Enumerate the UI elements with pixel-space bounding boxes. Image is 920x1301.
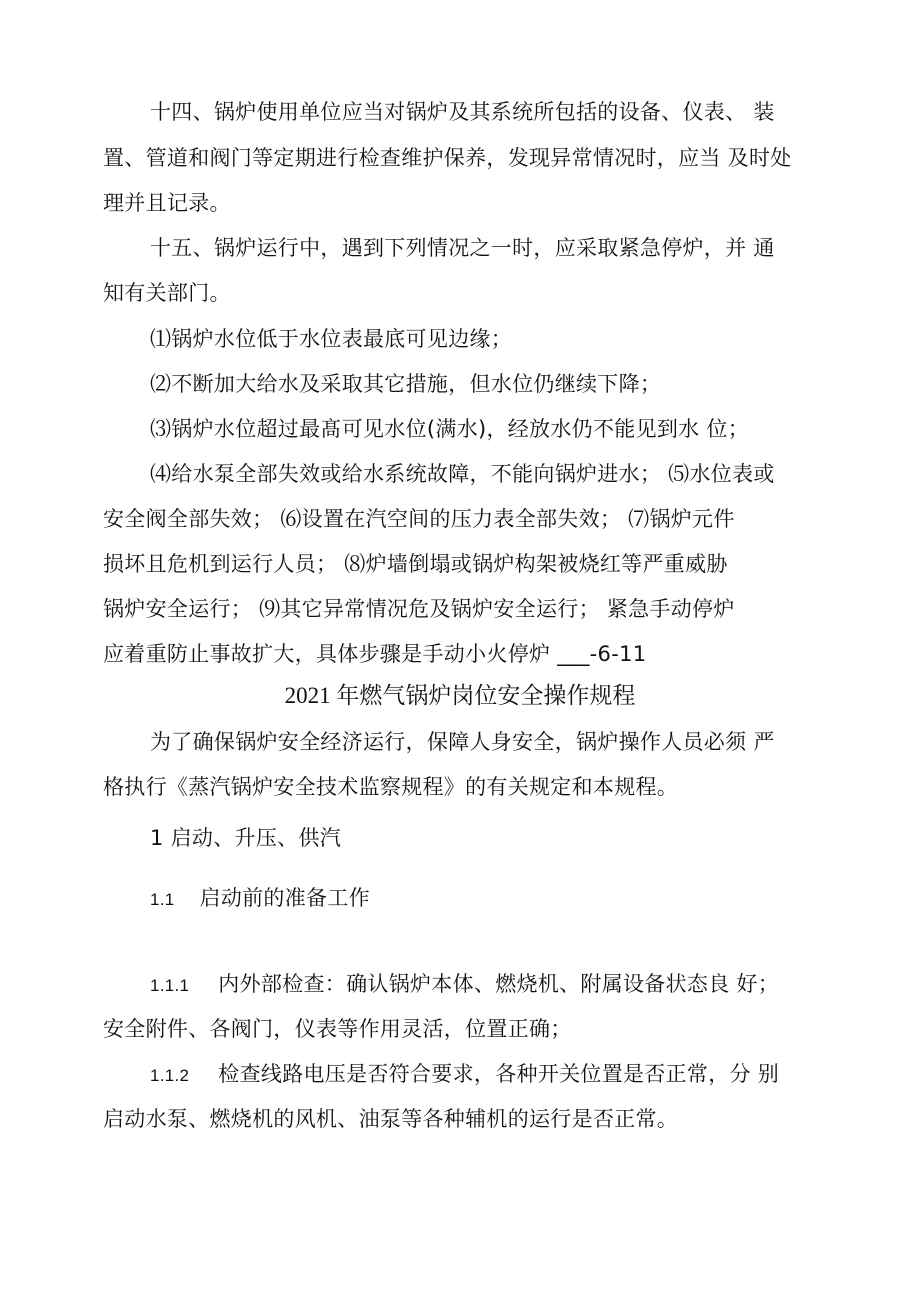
list-item-4-line-5: 应着重防止事故扩大，具体步骤是手动小火停炉 ___-6-11 [103,642,647,666]
item-number: 1.1.1 [150,976,190,995]
list-item-4-line-4: 锅炉安全运行； ⑼其它异常情况危及锅炉安全运行； 紧急手动停炉 [103,597,735,621]
section-heading-1-1 [150,883,370,915]
section-heading-1: 1 启动、升压、供汽 [150,826,342,850]
intro-line-1: 为了确保锅炉安全经济运行，保障人身安全，锅炉操作人员必须 严 [150,730,775,754]
list-item-4-line-3: 损坏且危机到运行人员； ⑻炉墙倒塌或锅炉构架被烧红等严重威胁 [103,552,728,576]
document-title: 2021 年燃气锅炉岗位安全操作规程 [284,683,636,708]
paragraph-15-line-1: 十五、锅炉运行中，遇到下列情况之一时，应采取紧急停炉，并 通 [150,236,775,260]
section-heading-text: 启动前的准备工作 [199,886,370,910]
list-item-1: ⑴锅炉水位低于水位表最底可见边缘； [150,327,513,351]
item-1-1-2-line-1 [150,1059,779,1091]
item-text: 内外部检查：确认锅炉本体、燃烧机、附属设备状态良 好； [218,972,780,996]
intro-line-2: 格执行《蒸汽锅炉安全技术监察规程》的有关规定和本规程。 [103,775,679,799]
item-1-1-2-line-2: 启动水泵、燃烧机的风机、油泵等各种辅机的运行是否正常。 [103,1107,679,1131]
paragraph-14-line-2: 置、管道和阀门等定期进行检查维护保养，发现异常情况时，应当 及时处 [103,146,792,170]
list-item-4-line-1: ⑷给水泵全部失效或给水系统故障，不能向锅炉进水； ⑸水位表或 [150,462,775,486]
section-number: 1.1 [150,890,175,909]
list-item-4-line-2: 安全阀全部失效； ⑹设置在汽空间的压力表全部失效； ⑺锅炉元件 [103,507,735,531]
item-1-1-1-line-1 [150,969,779,1001]
paragraph-14-line-3: 理并且记录。 [103,191,231,215]
item-1-1-1-line-2: 安全附件、各阀门，仪表等作用灵活，位置正确； [103,1017,572,1041]
list-item-2: ⑵不断加大给水及采取其它措施，但水位仍继续下降； [150,372,662,396]
item-number: 1.1.2 [150,1066,190,1085]
list-item-3: ⑶锅炉水位超过最髙可见水位(满水)，经放水仍不能见到水 位； [150,417,750,441]
paragraph-15-line-2: 知有关部门。 [103,281,231,305]
item-text: 检查线路电压是否符合要求，各种开关位置是否正常，分 别 [218,1062,780,1086]
paragraph-14-line-1: 十四、锅炉使用单位应当对锅炉及其系统所包括的设备、仪表、 装 [150,100,775,124]
